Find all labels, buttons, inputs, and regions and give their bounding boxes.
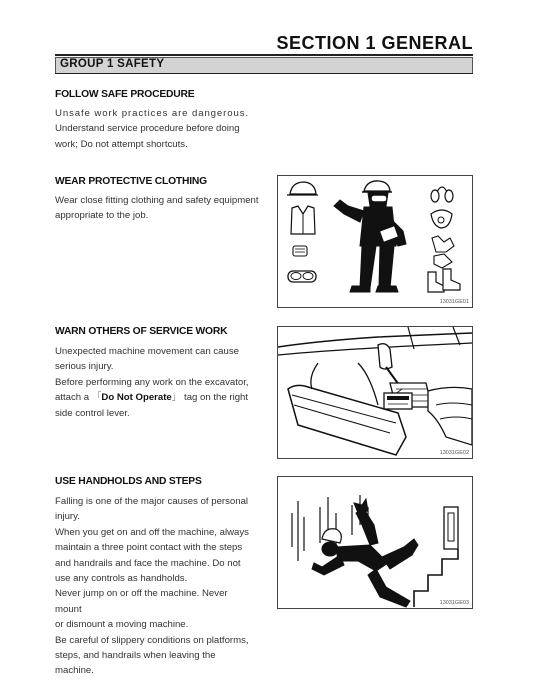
body-line: Unsafe work practices are dangerous. <box>55 108 249 119</box>
group-underline <box>55 73 473 74</box>
body-line: Falling is one of the major causes of personal <box>55 496 249 507</box>
do-not-operate-tag-label: Do Not Operate <box>101 392 172 404</box>
body-use-handholds <box>55 494 255 679</box>
heading-use-handholds: USE HANDHOLDS AND STEPS <box>55 476 202 487</box>
body-line: Understand service procedure before doing <box>55 123 240 135</box>
section-title: SECTION 1 GENERAL <box>276 33 473 53</box>
heading-warn-others: WARN OTHERS OF SERVICE WORK <box>55 326 228 337</box>
body-wear-protective-clothing <box>55 193 260 224</box>
body-line: Never jump on or off the machine. Never mount <box>55 588 228 615</box>
body-line: work; Do not attempt shortcuts. <box>55 138 188 150</box>
falling-person-drawing <box>278 477 472 608</box>
heading-follow-safe-procedure: FOLLOW SAFE PROCEDURE <box>55 89 195 100</box>
section-rule <box>55 54 473 56</box>
figure-id: 13031GE03 <box>439 600 469 606</box>
heading-wear-protective-clothing: WEAR PROTECTIVE CLOTHING <box>55 176 207 187</box>
control-lever-drawing <box>278 327 472 458</box>
body-line: and handrails and face the machine. Do not <box>55 557 241 569</box>
body-warn-others <box>55 344 255 421</box>
body-line: maintain a three point contact with the steps <box>55 542 243 554</box>
body-line: Wear close fitting clothing and safety equipment <box>55 195 259 206</box>
body-line: Unexpected machine movement can cause <box>55 346 239 357</box>
body-line: use any controls as handholds. <box>55 573 188 585</box>
body-line: side control lever. <box>55 407 130 419</box>
control-lever-tag-illustration <box>277 326 473 459</box>
body-line: or dismount a moving machine. <box>55 619 189 631</box>
falling-person-illustration <box>277 476 473 609</box>
body-line: steps, and handrails when leaving the machine. <box>55 650 216 677</box>
body-line-attach: attach a 「Do Not Operate」 tag on the right <box>55 392 249 404</box>
figure-id: 13031GE02 <box>439 450 469 456</box>
body-line: Be careful of slippery conditions on platforms, <box>55 634 249 646</box>
body-line: appropriate to the job. <box>55 210 149 222</box>
body-line: serious injury. <box>55 361 114 373</box>
group-title-bar <box>55 57 473 74</box>
protective-clothing-drawing <box>278 176 472 307</box>
figure-id: 13031GE01 <box>439 299 469 305</box>
body-line: Before performing any work on the excavator, <box>55 376 249 388</box>
group-title: GROUP 1 SAFETY <box>60 58 165 70</box>
protective-clothing-illustration <box>277 175 473 308</box>
body-line: When you get on and off the machine, always <box>55 526 249 538</box>
body-follow-safe-procedure <box>55 106 255 152</box>
body-line: injury. <box>55 511 80 523</box>
